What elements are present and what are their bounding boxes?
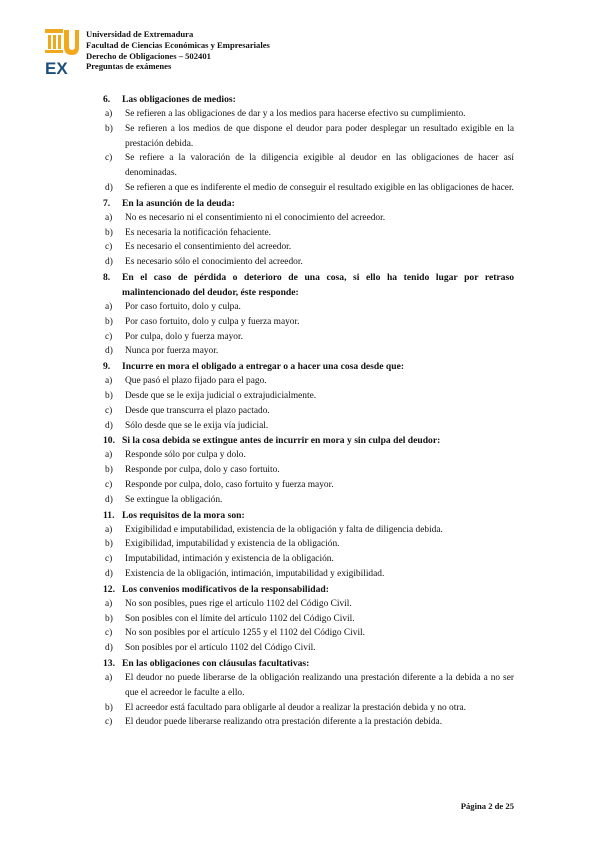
question-text: En las obligaciones con cláusulas facultativas:	[122, 657, 310, 669]
option-letter: a)	[105, 301, 113, 312]
question-item	[103, 656, 514, 730]
option-text: El deudor puede liberarse realizando otra prestación diferente a la prestación debida.	[125, 717, 443, 728]
option-text: Por caso fortuito, dolo y culpa.	[125, 301, 241, 312]
answer-option	[103, 107, 514, 122]
option-text: Es necesario el consentimiento del acreedor.	[125, 242, 292, 253]
option-letter: b)	[105, 390, 113, 401]
option-letter: d)	[105, 182, 113, 193]
question-heading	[103, 92, 514, 107]
answer-option	[103, 478, 514, 493]
option-letter: a)	[105, 109, 113, 119]
answer-option	[103, 300, 514, 315]
option-letter: a)	[105, 524, 113, 535]
answer-option	[103, 523, 514, 538]
option-text: Responde por culpa, dolo, caso fortuito y fuerza mayor.	[125, 479, 334, 490]
option-text: Son posibles por el artículo 1102 del Código Civil.	[125, 643, 316, 654]
option-letter: d)	[105, 643, 113, 654]
answer-option	[103, 389, 514, 404]
question-heading	[103, 196, 514, 211]
option-letter: a)	[105, 212, 113, 223]
question-text: Los convenios modificativos de la responsabilidad:	[122, 583, 329, 595]
question-number: 8.	[103, 271, 111, 283]
question-number: 12.	[103, 583, 115, 595]
university-logo	[44, 26, 80, 78]
option-letter: a)	[105, 598, 113, 609]
page-header	[44, 26, 544, 82]
answer-option	[103, 701, 514, 716]
option-letter: b)	[105, 465, 113, 476]
option-text: Existencia de la obligación, intimación, imputabilidad y exigibilidad.	[125, 568, 385, 579]
option-letter: d)	[105, 420, 113, 431]
question-item	[103, 433, 514, 507]
question-number: 7.	[103, 197, 111, 209]
question-text: Si la cosa debida se extingue antes de incurrir en mora y sin culpa del deudor:	[122, 435, 441, 447]
answer-option	[103, 122, 514, 152]
option-letter: c)	[105, 405, 113, 416]
question-item	[103, 359, 514, 433]
option-letter: c)	[105, 242, 113, 253]
answer-option	[103, 626, 514, 641]
option-letter: a)	[105, 450, 113, 461]
question-text: Los requisitos de la mora son:	[122, 509, 245, 521]
option-letter: b)	[105, 702, 113, 713]
option-text: Nunca por fuerza mayor.	[125, 346, 219, 357]
university-name: Universidad de Extremadura	[86, 29, 194, 39]
answer-option	[103, 612, 514, 627]
option-letter: a)	[105, 672, 113, 683]
answer-option	[103, 374, 514, 389]
question-text: En la asunción de la deuda:	[122, 197, 235, 209]
option-letter: a)	[105, 376, 113, 387]
option-text: Que pasó el plazo fijado para el pago.	[125, 376, 267, 387]
option-text: Exigibilidad e imputabilidad, existencia de la obligación y falta de diligencia debida.	[125, 524, 443, 535]
answer-option	[103, 715, 514, 730]
institution-info	[86, 29, 270, 72]
option-letter: d)	[105, 346, 113, 357]
answer-option	[103, 240, 514, 255]
option-text: Imputabilidad, intimación y existencia de la obligación.	[125, 554, 334, 565]
option-letter: d)	[105, 568, 113, 579]
answer-option	[103, 537, 514, 552]
document-subtitle: Preguntas de exámenes	[86, 61, 172, 72]
answer-option	[103, 255, 514, 270]
question-number: 10.	[103, 435, 115, 447]
question-heading	[103, 508, 514, 523]
question-text: En el caso de pérdida o deterioro de una cosa, si ello ha tenido lugar por retraso malintencionado del deudor, éste responde:	[122, 271, 514, 298]
option-text: Exigibilidad, imputabilidad y existencia de la obligación.	[125, 539, 340, 550]
option-letter: b)	[105, 123, 113, 134]
option-letter: b)	[105, 316, 113, 327]
question-item	[103, 508, 514, 582]
option-text: Se refieren a las obligaciones de dar y a los medios para hacerse efectivo su cumplimiento.	[125, 109, 466, 119]
option-text: Responde por culpa, dolo y caso fortuito.	[125, 465, 280, 476]
option-letter: b)	[105, 613, 113, 624]
option-text: Responde sólo por culpa y dolo.	[125, 450, 246, 461]
answer-option	[103, 567, 514, 582]
option-letter: c)	[105, 628, 113, 639]
option-text: No son posibles por el artículo 1255 y el 1102 del Código Civil.	[125, 628, 365, 639]
svg-text:EX: EX	[45, 59, 68, 78]
question-text: Las obligaciones de medios:	[122, 94, 236, 105]
question-heading	[103, 359, 514, 374]
option-letter: c)	[105, 331, 113, 342]
course-name: Derecho de Obligaciones – 502401	[86, 50, 211, 61]
answer-option	[103, 330, 514, 345]
option-letter: d)	[105, 494, 113, 505]
option-text: El deudor no puede liberarse de la obligación realizando una prestación diferente a la debida a no ser que el acreedor le faculte a ello.	[125, 672, 514, 698]
option-text: Se refiere a la valoración de la diligencia exigible al deudor en las obligaciones de hacer así denominadas.	[125, 153, 514, 179]
option-text: Se refieren a que es indiferente el medio de conseguir el resultado exigible en las obligaciones de hacer.	[125, 182, 514, 193]
question-heading	[103, 582, 514, 597]
question-list	[103, 92, 514, 730]
question-heading	[103, 270, 514, 300]
answer-option	[103, 151, 514, 181]
answer-option	[103, 419, 514, 434]
answer-option	[103, 671, 514, 701]
option-text: Es necesaria la notificación fehaciente.	[125, 227, 272, 238]
answer-option	[103, 404, 514, 419]
option-text: Desde que transcurra el plazo pactado.	[125, 405, 270, 416]
answer-option	[103, 597, 514, 612]
option-letter: c)	[105, 479, 113, 490]
answer-option	[103, 315, 514, 330]
answer-option	[103, 181, 514, 196]
faculty-name: Facultad de Ciencias Económicas y Empresariales	[86, 39, 270, 50]
answer-option	[103, 226, 514, 241]
question-number: 13.	[103, 657, 115, 669]
question-text: Incurre en mora el obligado a entregar o a hacer una cosa desde que:	[122, 361, 405, 373]
option-letter: c)	[105, 153, 113, 164]
answer-option	[103, 211, 514, 226]
option-text: El acreedor está facultado para obligarle al deudor a realizar la prestación debida y no otra.	[125, 702, 466, 713]
option-text: Son posibles con el límite del artículo 1102 del Código Civil.	[125, 613, 355, 624]
option-text: Se refieren a los medios de que dispone el deudor para poder desplegar un resultado exigible en la prestación debida.	[125, 123, 514, 149]
option-letter: d)	[105, 257, 113, 268]
option-text: Por culpa, dolo y fuerza mayor.	[125, 331, 243, 342]
option-letter: b)	[105, 539, 113, 550]
option-text: No es necesario ni el consentimiento ni el conocimiento del acreedor.	[125, 212, 386, 223]
question-number: 9.	[103, 361, 111, 373]
answer-option	[103, 463, 514, 478]
option-text: No son posibles, pues rige el artículo 1102 del Código Civil.	[125, 598, 352, 609]
page-number: Página 2 de 25	[460, 801, 514, 811]
question-heading	[103, 433, 514, 448]
answer-option	[103, 344, 514, 359]
option-text: Desde que se le exija judicial o extrajudicialmente.	[125, 390, 317, 401]
question-number: 6.	[103, 94, 111, 105]
option-letter: c)	[105, 717, 113, 728]
question-number: 11.	[103, 509, 115, 521]
answer-option	[103, 552, 514, 567]
question-item	[103, 196, 514, 270]
option-text: Sólo desde que se le exija vía judicial.	[125, 420, 269, 431]
answer-option	[103, 641, 514, 656]
answer-option	[103, 493, 514, 508]
option-letter: c)	[105, 554, 113, 565]
question-heading	[103, 656, 514, 671]
question-item	[103, 92, 514, 196]
question-item	[103, 270, 514, 359]
answer-option	[103, 448, 514, 463]
question-item	[103, 582, 514, 656]
option-text: Por caso fortuito, dolo y culpa y fuerza mayor.	[125, 316, 300, 327]
option-letter: b)	[105, 227, 113, 238]
option-text: Es necesario sólo el conocimiento del acreedor.	[125, 257, 303, 268]
option-text: Se extingue la obligación.	[125, 494, 223, 505]
